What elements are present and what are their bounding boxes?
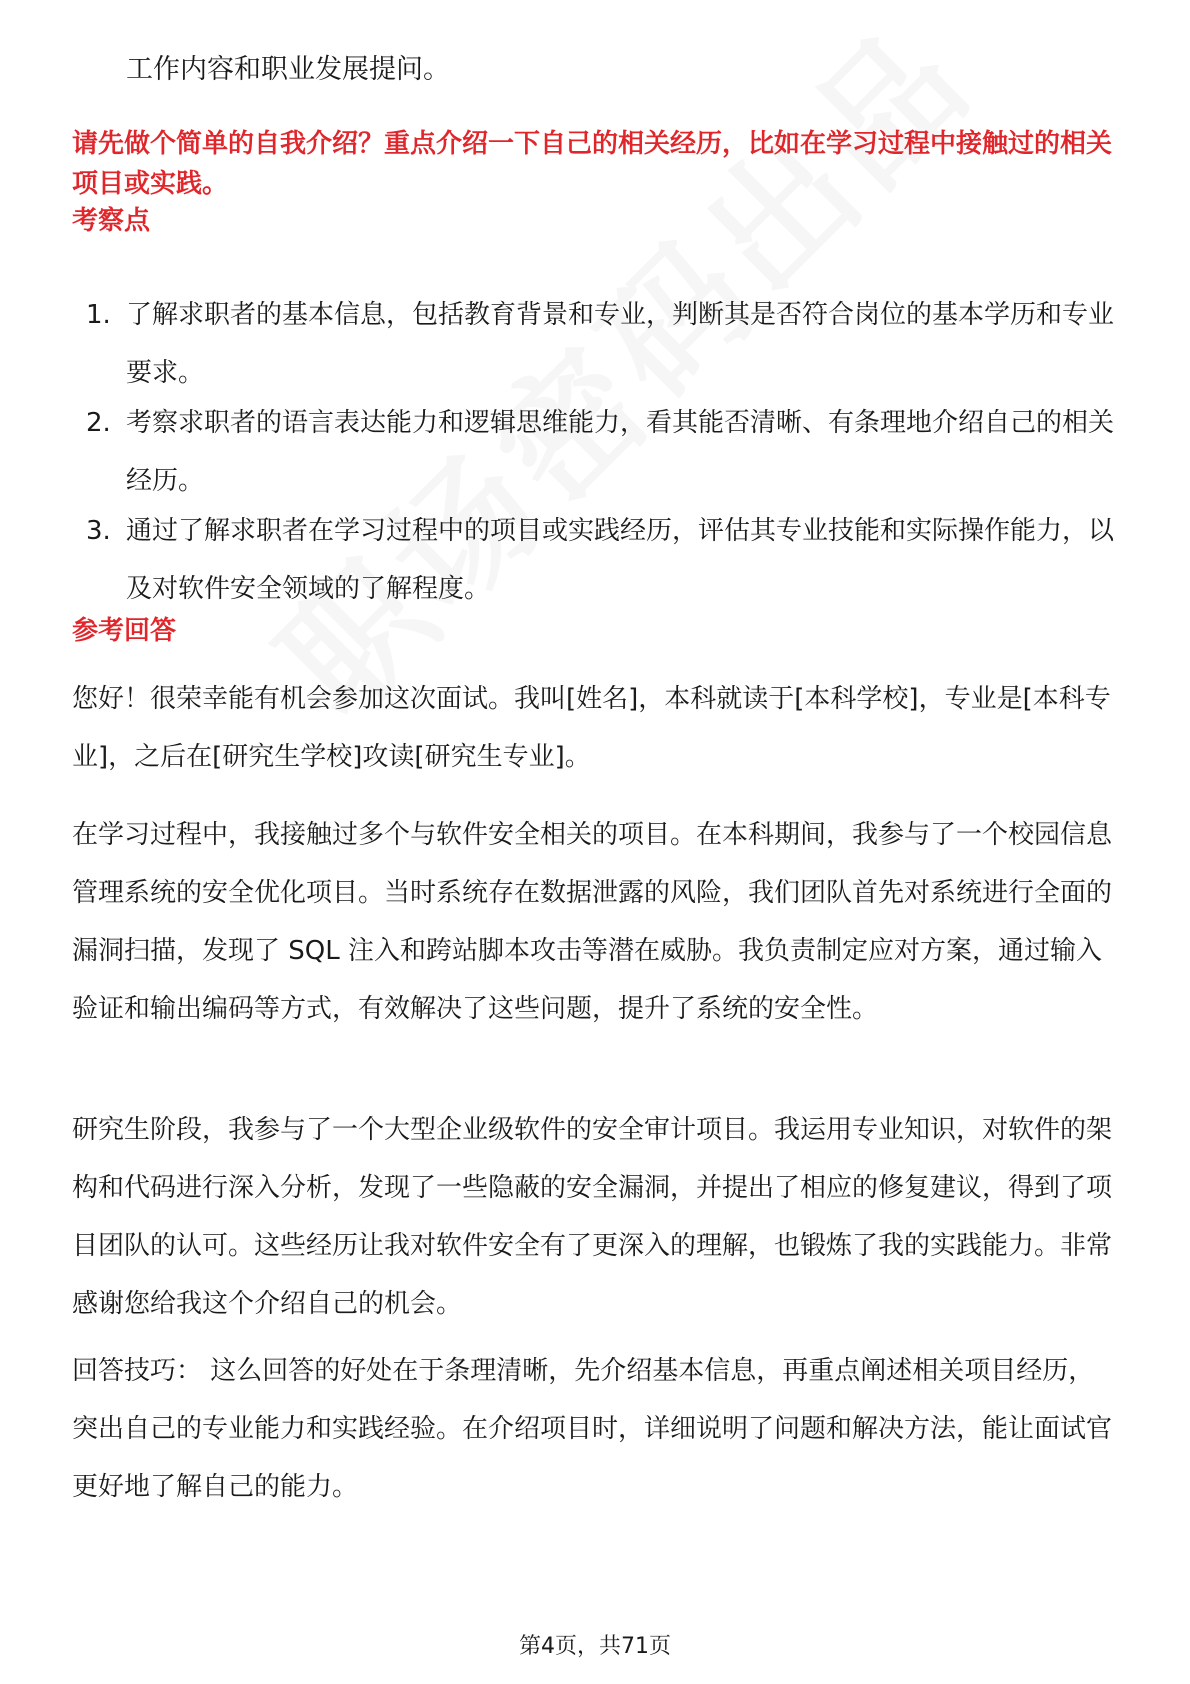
points-list	[72, 286, 1118, 618]
point-text: 了解求职者的基本信息，包括教育背景和专业，判断其是否符合岗位的基本学历和专业要求。	[126, 300, 1115, 388]
answer-paragraph: 您好！很荣幸能有机会参加这次面试。我叫[姓名]，本科就读于[本科学校]，专业是[本科专业]，之后在[研究生学校]攻读[研究生专业]。	[72, 684, 1111, 772]
answer-heading: 参考回答	[72, 616, 177, 646]
point-item	[72, 286, 1118, 402]
question-heading: 请先做个简单的自我介绍？重点介绍一下自己的相关经历，比如在学习过程中接触过的相关项目或实践。	[72, 129, 1113, 199]
point-number: 1.	[86, 300, 111, 330]
page-footer: 第4页，共71页	[519, 1634, 671, 1659]
point-number: 3.	[86, 516, 111, 546]
point-number: 2.	[86, 408, 111, 438]
answer-tips: 回答技巧： 这么回答的好处在于条理清晰，先介绍基本信息，再重点阐述相关项目经历，突出自己的专业能力和实践经验。在介绍项目时，详细说明了问题和解决方法，能让面试官更好地了解自己的能力。	[72, 1356, 1113, 1502]
point-item	[72, 394, 1118, 510]
point-item	[72, 502, 1118, 618]
points-heading: 考察点	[72, 206, 151, 236]
intro-line: 工作内容和职业发展提问。	[126, 54, 450, 85]
answer-paragraph: 在学习过程中，我接触过多个与软件安全相关的项目。在本科期间，我参与了一个校园信息管理系统的安全优化项目。当时系统存在数据泄露的风险，我们团队首先对系统进行全面的漏洞扫描，发现了 SQL 注入和跨站脚本攻击等潜在威胁。我负责制定应对方案，通过输入验证和输出编码等方式，有效解决了这些问题，提升了系统的安全性。	[72, 820, 1113, 1024]
point-text: 通过了解求职者在学习过程中的项目或实践经历，评估其专业技能和实际操作能力，以及对软件安全领域的了解程度。	[126, 516, 1115, 604]
point-text: 考察求职者的语言表达能力和逻辑思维能力，看其能否清晰、有条理地介绍自己的相关经历。	[126, 408, 1115, 496]
answer-paragraph: 研究生阶段，我参与了一个大型企业级软件的安全审计项目。我运用专业知识，对软件的架构和代码进行深入分析，发现了一些隐蔽的安全漏洞，并提出了相应的修复建议，得到了项目团队的认可。这些经历让我对软件安全有了更深入的理解，也锻炼了我的实践能力。非常感谢您给我这个介绍自己的机会。	[72, 1115, 1113, 1319]
